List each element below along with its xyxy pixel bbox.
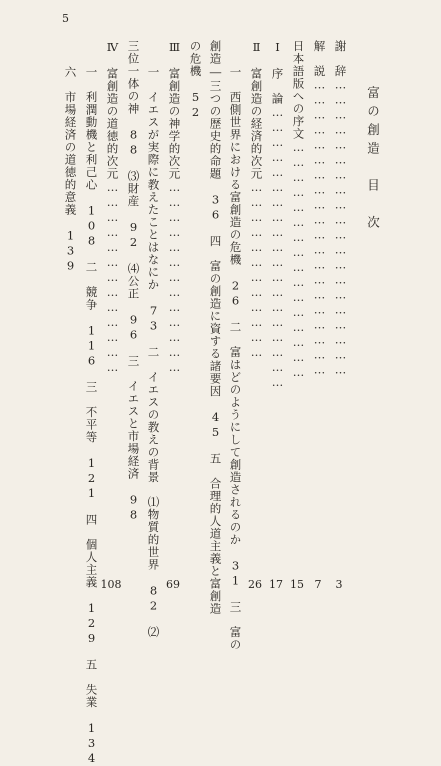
toc-entry-text: 日本語版への序文…………………………………………: [291, 40, 306, 380]
toc-entry-page: 108: [100, 578, 122, 591]
toc-title: 富の創造 目 次: [365, 86, 381, 234]
toc-entry-text: 解 説……………………………………………………: [312, 40, 327, 378]
page-number: 5: [62, 12, 69, 25]
toc-entry-text: 三位一体の神 88 ⑶財産 92 ⑷公正 96 三 イエスと市場経済 98: [126, 40, 141, 523]
toc-entry-text: Ⅰ 序 論…………………………………………………: [270, 40, 285, 390]
toc-entry-page: 15: [290, 578, 304, 591]
toc-entry-text: 謝 辞……………………………………………………: [333, 40, 348, 378]
toc-entry-page: 17: [269, 578, 283, 591]
toc-entry-text: 六 市場経済の道徳的意義 139: [63, 66, 78, 274]
toc-entry-text: 一 イエスが実際に教えたことはなにか 73 二 イエスの教えの背景 ⑴物質的世界 82 ⑵: [146, 66, 161, 639]
toc-entry-text: 一 西側世界における富創造の危機 26 二 富はどのようにして創造されるのか 31 三 富の: [228, 66, 243, 651]
toc-entry-text: Ⅳ 富創造の道徳的次元…………………………………: [105, 40, 120, 375]
toc-entry-page: 26: [248, 578, 262, 591]
toc-entry-page: 69: [166, 578, 180, 591]
toc-entry-text: Ⅲ 富創造の神学的次元…………………………………: [167, 40, 182, 375]
toc-entry-page: 7: [314, 578, 322, 591]
toc-entry-text: Ⅱ 富創造の経済的次元………………………………: [249, 40, 264, 360]
toc-entry-text: 一 利潤動機と利己心 108 二 競争 116 三 不平等 121 四 個人主義 129 五 失業 134: [84, 66, 99, 766]
toc-entry-text: の危機 52: [188, 40, 203, 120]
toc-entry-text: 創造―三つの歴史的命題 36 四 富の創造に資する諸要因 45 五 合理的人道主義と富創造: [208, 40, 223, 615]
toc-entry-page: 3: [335, 578, 343, 591]
